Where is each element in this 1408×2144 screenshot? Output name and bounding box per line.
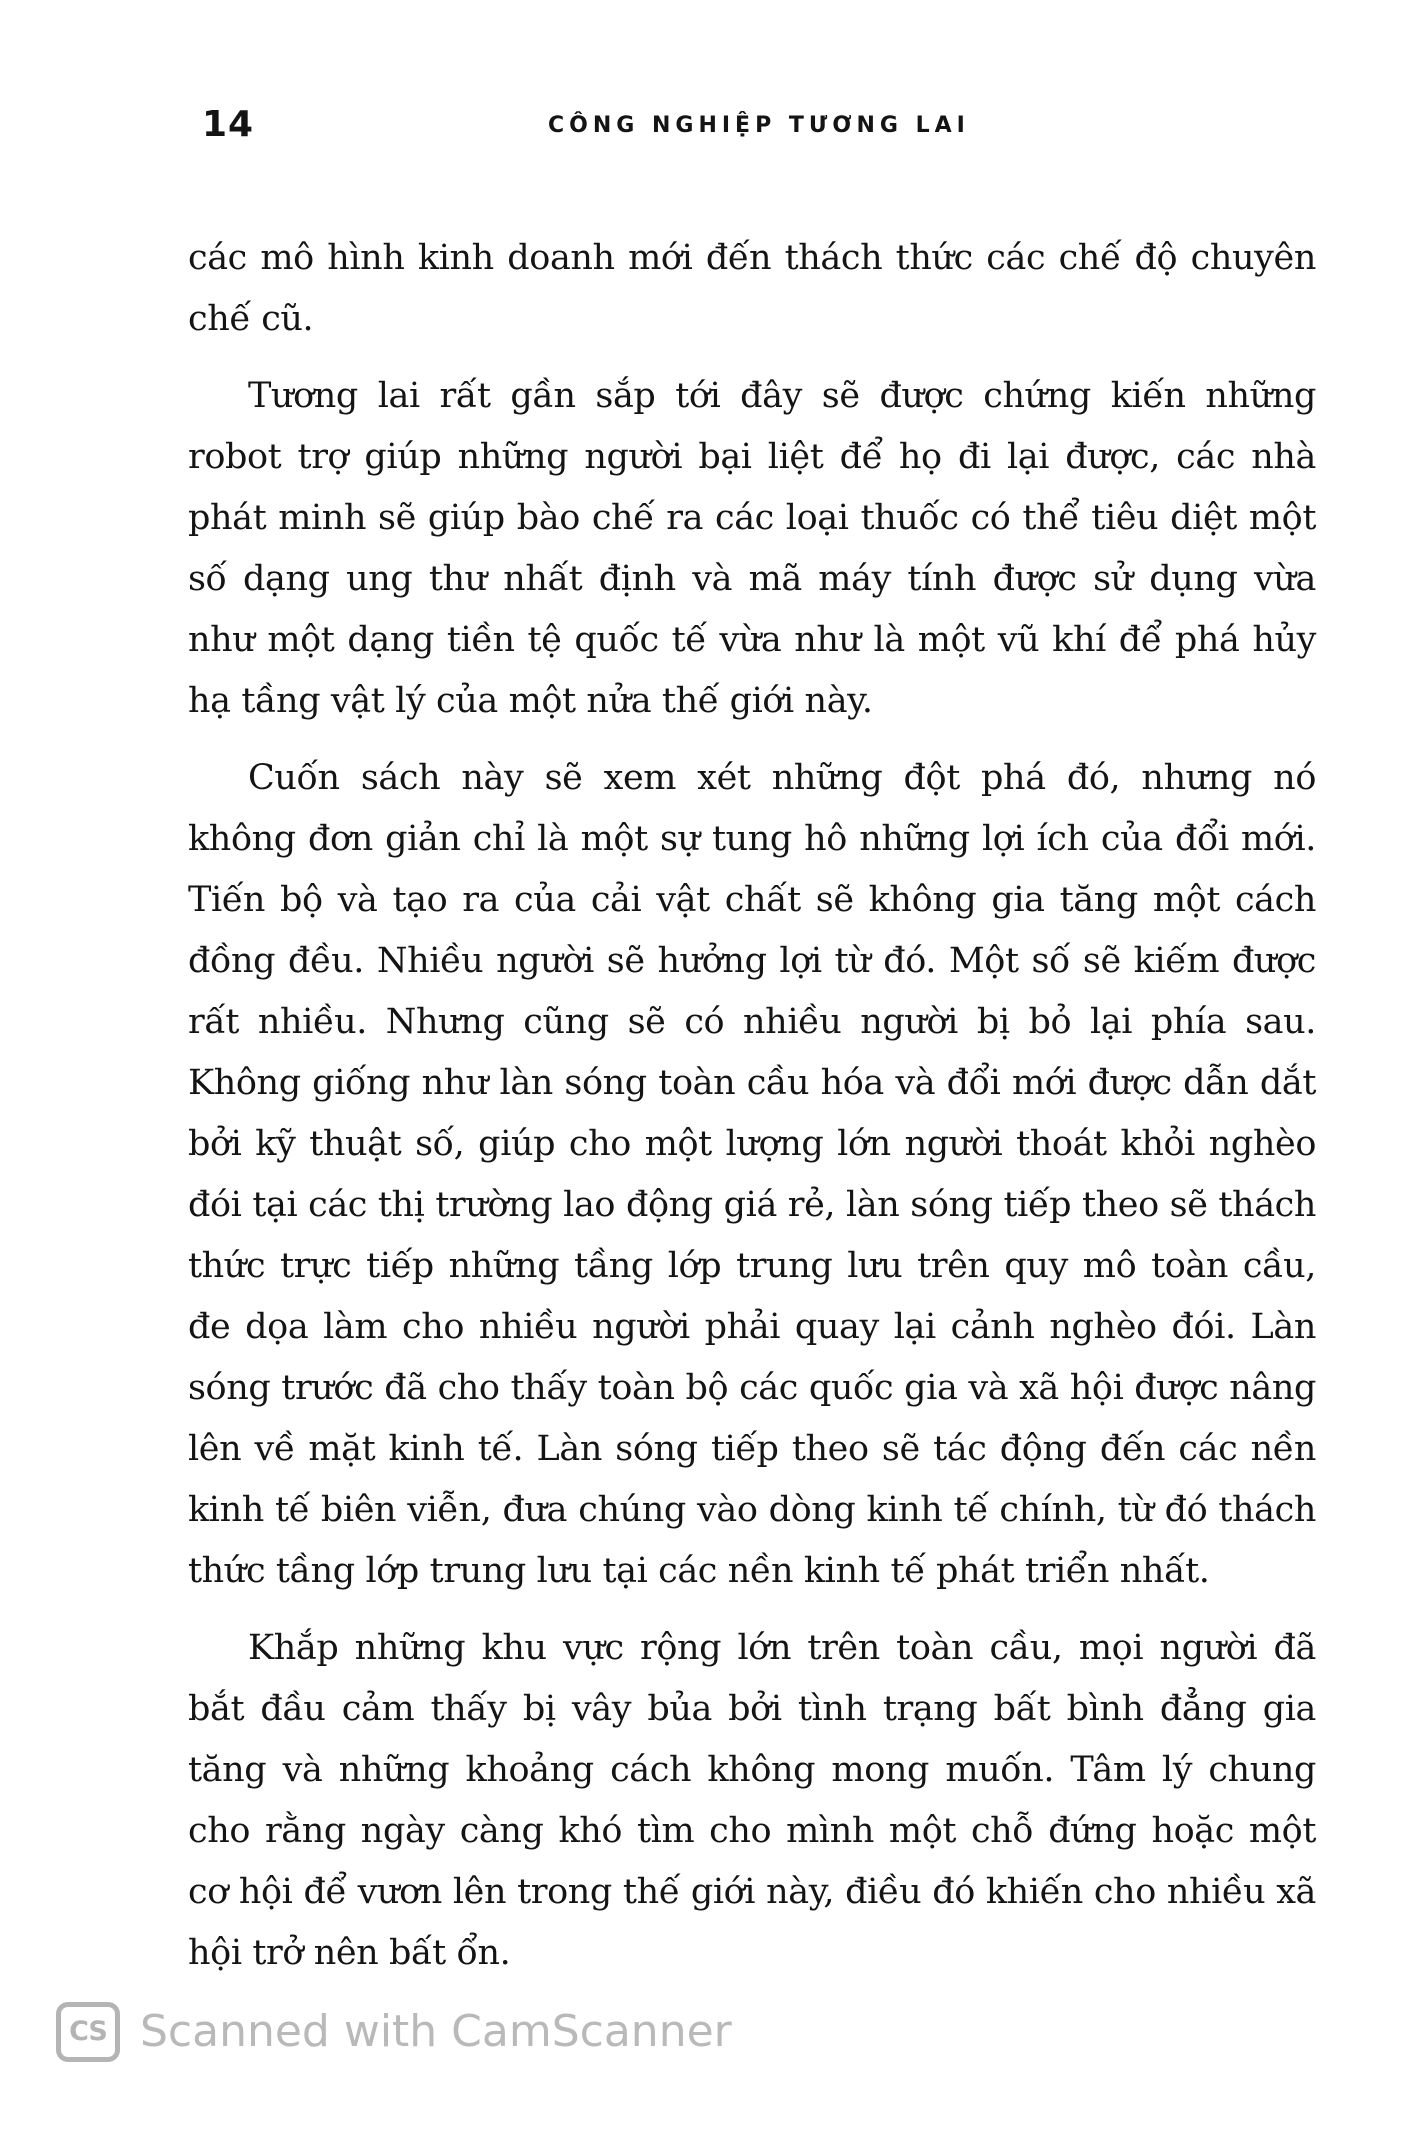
body-text [188, 228, 1316, 2000]
watermark-label: Scanned with CamScanner [140, 2006, 732, 2057]
page-header [0, 100, 1408, 150]
paragraph-2: Tương lai rất gần sắp tới đây sẽ được chứng kiến những robot trợ giúp những người bại liệt để họ đi lại được, các nhà phát minh sẽ giúp bào chế ra các loại thuốc có thể tiêu diệt một số dạng ung thư nhất định và mã máy tính được sử dụng vừa như một dạng tiền tệ quốc tế vừa như là một vũ khí để phá hủy hạ tầng vật lý của một nửa thế giới này. [188, 376, 1316, 721]
paragraph-3: Cuốn sách này sẽ xem xét những đột phá đó, nhưng nó không đơn giản chỉ là một sự tung hô những lợi ích của đổi mới. Tiến bộ và tạo ra của cải vật chất sẽ không gia tăng một cách đồng đều. Nhiều người sẽ hưởng lợi từ đó. Một số sẽ kiếm được rất nhiều. Nhưng cũng sẽ có nhiều người bị bỏ lại phía sau. Không giống như làn sóng toàn cầu hóa và đổi mới được dẫn dắt bởi kỹ thuật số, giúp cho một lượng lớn người thoát khỏi nghèo đói tại các thị trường lao động giá rẻ, làn sóng tiếp theo sẽ thách thức trực tiếp những tầng lớp trung lưu trên quy mô toàn cầu, đe dọa làm cho nhiều người phải quay lại cảnh nghèo đói. Làn sóng trước đã cho thấy toàn bộ các quốc gia và xã hội được nâng lên về mặt kinh tế. Làn sóng tiếp theo sẽ tác động đến các nền kinh tế biên viễn, đưa chúng vào dòng kinh tế chính, từ đó thách thức tầng lớp trung lưu tại các nền kinh tế phát triển nhất. [188, 758, 1316, 1591]
paragraph-4: Khắp những khu vực rộng lớn trên toàn cầu, mọi người đã bắt đầu cảm thấy bị vây bủa bởi tình trạng bất bình đẳng gia tăng và những khoảng cách không mong muốn. Tâm lý chung cho rằng ngày càng khó tìm cho mình một chỗ đứng hoặc một cơ hội để vươn lên trong thế giới này, điều đó khiến cho nhiều xã hội trở nên bất ổn. [188, 1628, 1316, 1973]
camscanner-logo-text: CS [69, 2016, 107, 2047]
paragraph-1: các mô hình kinh doanh mới đến thách thức các chế độ chuyên chế cũ. [188, 238, 1316, 339]
camscanner-logo-icon [56, 2002, 120, 2062]
page-number: 14 [202, 104, 255, 145]
running-title: CÔNG NGHIỆP TƯƠNG LAI [548, 113, 970, 138]
